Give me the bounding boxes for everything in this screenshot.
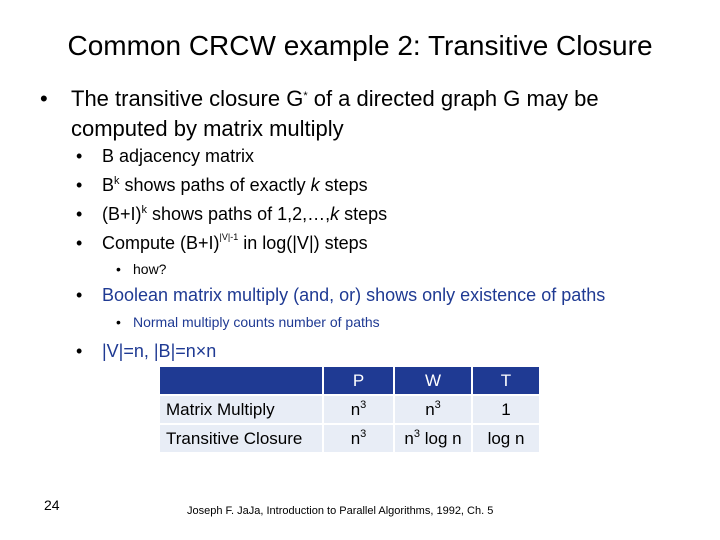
- sub-bullet-compute: [76, 233, 368, 254]
- size-bullet: [76, 341, 216, 362]
- sub-bullet-bik: [76, 204, 387, 225]
- sub-bullet-text: B adjacency matrix: [102, 146, 255, 166]
- cell-p: $n^3$: [324, 425, 393, 452]
- sub-bullet-bk: [76, 175, 368, 196]
- complexity-table: [158, 365, 541, 454]
- row-label: Transitive Closure: [160, 425, 322, 452]
- table-row: [160, 425, 539, 452]
- bullet-dot: •: [76, 285, 83, 305]
- bullet-dot: •: [76, 341, 83, 361]
- page-number: 24: [44, 497, 60, 513]
- table-header-w: W: [395, 367, 471, 394]
- main-bullet: [40, 84, 680, 144]
- boolean-bullet: [76, 285, 605, 306]
- note-how: [116, 261, 166, 277]
- bullet-dot: •: [76, 146, 83, 166]
- normal-note: [116, 314, 380, 330]
- bullet-dot: •: [76, 175, 83, 195]
- sub-bullet-text: $(B+I)^k$ shows paths of 1,2,…,k steps: [102, 204, 388, 224]
- cell-w: $n^3$: [395, 396, 471, 423]
- row-label: Matrix Multiply: [160, 396, 322, 423]
- normal-note-text: Normal multiply counts number of paths: [133, 314, 380, 330]
- table-header-row: [160, 367, 539, 394]
- sub-bullet-text: $B^k$ shows paths of exactly k steps: [102, 175, 368, 195]
- slide-title: Common CRCW example 2: Transitive Closure: [67, 30, 653, 61]
- bullet-dot: •: [76, 233, 83, 253]
- cell-p: $n^3$: [324, 396, 393, 423]
- citation: Joseph F. JaJa, Introduction to Parallel Algorithms, 1992, Ch. 5: [187, 505, 494, 517]
- main-bullet-text: The transitive closure G* of a directed graph G may be computed by matrix multiply: [71, 86, 599, 141]
- sub-bullet-adjacency: [76, 146, 254, 167]
- table-header-t: T: [473, 367, 539, 394]
- bullet-dot: •: [116, 261, 121, 277]
- bullet-dot: •: [116, 314, 121, 330]
- note-how-text: how?: [133, 261, 167, 277]
- boolean-bullet-text: Boolean matrix multiply (and, or) shows only existence of paths: [102, 285, 606, 305]
- cell-t: log n: [473, 425, 539, 452]
- bullet-dot: •: [76, 204, 83, 224]
- sub-bullet-text: Compute $(B+I)^{|V|-1}$ in log(|V|) steps: [102, 232, 368, 253]
- size-bullet-text: |V|=n, |B|=n×n: [102, 341, 217, 361]
- cell-w: $n^3$ log n: [395, 425, 471, 452]
- table-header-p: P: [324, 367, 393, 394]
- table-row: [160, 396, 539, 423]
- bullet-dot: •: [40, 86, 48, 111]
- table-header-empty: [160, 367, 322, 394]
- cell-t: 1: [473, 396, 539, 423]
